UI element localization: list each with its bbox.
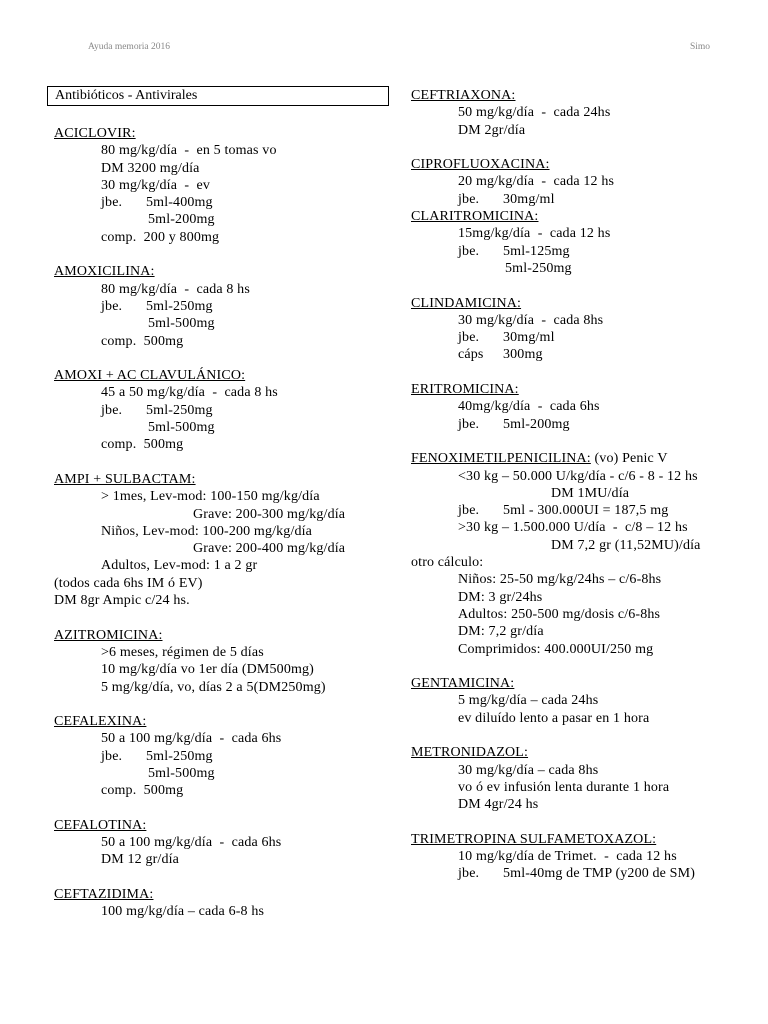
dose-line: DM 4gr/24 hs bbox=[458, 797, 539, 813]
dose-line: Comprimidos: 400.000UI/250 mg bbox=[458, 641, 654, 657]
dose-label: jbe. bbox=[458, 330, 480, 346]
dose-line: >30 kg – 1.500.000 U/día - c/8 – 12 hs bbox=[458, 520, 688, 536]
dose-line: Grave: 200-300 mg/kg/día bbox=[193, 506, 346, 522]
drug-heading bbox=[411, 295, 751, 312]
dose-line bbox=[411, 502, 751, 519]
dose-line: 10 mg/kg/día vo 1er día (DM500mg) bbox=[101, 662, 314, 678]
dose-line bbox=[54, 298, 384, 315]
dose-line: 5 mg/kg/día – cada 24hs bbox=[458, 693, 599, 709]
drug-heading bbox=[54, 471, 384, 488]
blank-line bbox=[411, 727, 751, 744]
blank-line bbox=[54, 696, 384, 713]
dose-line bbox=[54, 194, 384, 211]
drug-name: AMOXICILINA: bbox=[54, 264, 155, 280]
dose-value: 5ml-250mg bbox=[146, 298, 213, 314]
dose-value: 300mg bbox=[503, 347, 543, 363]
blank-line bbox=[411, 658, 751, 675]
dose-value: 5ml-125mg bbox=[503, 243, 570, 259]
header-left: Ayuda memoria 2016 bbox=[88, 42, 170, 52]
drug-heading bbox=[54, 627, 384, 644]
dose-line: 100 mg/kg/día – cada 6-8 hs bbox=[101, 904, 265, 920]
drug-heading bbox=[411, 831, 751, 848]
blank-line bbox=[411, 813, 751, 830]
drug-heading bbox=[411, 675, 751, 692]
drug-name: CLARITROMICINA: bbox=[411, 209, 539, 225]
drug-name: TRIMETROPINA SULFAMETOXAZOL: bbox=[411, 831, 657, 847]
dose-line: DM 12 gr/día bbox=[101, 852, 180, 868]
drug-name: AMOXI + AC CLAVULÁNICO: bbox=[54, 368, 246, 384]
drug-heading bbox=[54, 125, 384, 142]
dose-line: DM: 7,2 gr/día bbox=[458, 624, 544, 640]
dose-line bbox=[411, 865, 751, 882]
dose-line: DM 2gr/día bbox=[458, 122, 526, 138]
drug-name: ERITROMICINA: bbox=[411, 382, 519, 398]
section-title: Antibióticos - Antivirales bbox=[47, 86, 389, 106]
dose-line: Adultos: 250-500 mg/dosis c/6-8hs bbox=[458, 606, 661, 622]
dose-value: 5ml - 300.000UI = 187,5 mg bbox=[503, 503, 669, 519]
drug-name: AMPI + SULBACTAM: bbox=[54, 471, 196, 487]
dose-line: Adultos, Lev-mod: 1 a 2 gr bbox=[101, 558, 258, 574]
dose-line: Niños: 25-50 mg/kg/24hs – c/6-8hs bbox=[458, 572, 662, 588]
dose-line: DM 3200 mg/día bbox=[101, 160, 200, 176]
dose-label: jbe. bbox=[101, 748, 123, 764]
dose-line bbox=[54, 748, 384, 765]
blank-line bbox=[54, 246, 384, 263]
dose-value: 5ml-250mg bbox=[146, 748, 213, 764]
dose-line: DM 7,2 gr (11,52MU)/día bbox=[551, 537, 701, 553]
left-column bbox=[54, 125, 384, 921]
dose-line: comp. 200 y 800mg bbox=[101, 229, 220, 245]
dose-line: comp. 500mg bbox=[101, 333, 184, 349]
drug-heading bbox=[54, 713, 384, 730]
dose-line bbox=[411, 346, 751, 363]
drug-heading bbox=[411, 87, 751, 104]
dose-line: Grave: 200-400 mg/kg/día bbox=[193, 541, 346, 557]
dose-value: 5ml-250mg bbox=[146, 402, 213, 418]
drug-name: FENOXIMETILPENICILINA: bbox=[411, 451, 591, 467]
drug-name: GENTAMICINA: bbox=[411, 676, 515, 692]
dose-line: comp. 500mg bbox=[101, 783, 184, 799]
header-right: Simo bbox=[690, 42, 711, 52]
drug-heading bbox=[411, 381, 751, 398]
dose-line: 45 a 50 mg/kg/día - cada 8 hs bbox=[101, 385, 278, 401]
blank-line bbox=[54, 454, 384, 471]
dose-line: comp. 500mg bbox=[101, 437, 184, 453]
dose-label: jbe. bbox=[101, 195, 123, 211]
dose-label: jbe. bbox=[101, 298, 123, 314]
dose-label: jbe. bbox=[458, 503, 480, 519]
drug-heading bbox=[54, 263, 384, 280]
drug-name: ACICLOVIR: bbox=[54, 126, 136, 141]
drug-heading bbox=[411, 744, 751, 761]
drug-heading bbox=[54, 367, 384, 384]
blank-line bbox=[54, 350, 384, 367]
drug-heading bbox=[411, 156, 751, 173]
blank-line bbox=[54, 869, 384, 886]
dose-line: 30 mg/kg/día – cada 8hs bbox=[458, 762, 599, 778]
dose-value: 5ml-200mg bbox=[503, 416, 570, 432]
dose-line: 15mg/kg/día - cada 12 hs bbox=[458, 226, 611, 242]
dose-line: 80 mg/kg/día - en 5 tomas vo bbox=[101, 143, 277, 159]
dose-line: <30 kg – 50.000 U/kg/día - c/6 - 8 - 12 hs bbox=[458, 468, 698, 484]
dose-line: > 1mes, Lev-mod: 100-150 mg/kg/día bbox=[101, 489, 320, 505]
blank-line bbox=[411, 433, 751, 450]
dose-line: 5ml-250mg bbox=[505, 260, 572, 276]
right-column bbox=[411, 87, 751, 883]
drug-heading bbox=[54, 817, 384, 834]
dose-line: 80 mg/kg/día - cada 8 hs bbox=[101, 281, 250, 297]
dose-line: DM: 3 gr/24hs bbox=[458, 589, 543, 605]
dose-value: 30mg/ml bbox=[503, 191, 555, 207]
dose-line: 5ml-500mg bbox=[148, 316, 215, 332]
dose-label: jbe. bbox=[101, 402, 123, 418]
dose-line: 5ml-200mg bbox=[148, 212, 215, 228]
dose-label: cáps bbox=[458, 347, 484, 363]
dose-line: 40mg/kg/día - cada 6hs bbox=[458, 399, 600, 415]
dose-line: 20 mg/kg/día - cada 12 hs bbox=[458, 174, 615, 190]
dose-line: DM 8gr Ampic c/24 hs. bbox=[54, 593, 190, 609]
dose-line: 30 mg/kg/día - cada 8hs bbox=[458, 312, 604, 328]
drug-name: CLINDAMICINA: bbox=[411, 295, 522, 311]
dose-value: 30mg/ml bbox=[503, 330, 555, 346]
dose-line: (todos cada 6hs IM ó EV) bbox=[54, 575, 203, 591]
dose-line: 5ml-500mg bbox=[148, 765, 215, 781]
dose-line bbox=[411, 329, 751, 346]
dose-line: DM 1MU/día bbox=[551, 485, 630, 501]
drug-name: CEFTAZIDIMA: bbox=[54, 887, 154, 903]
dose-line: 30 mg/kg/día - ev bbox=[101, 177, 210, 193]
blank-line bbox=[411, 139, 751, 156]
blank-line bbox=[411, 364, 751, 381]
dose-line: vo ó ev infusión lenta durante 1 hora bbox=[458, 779, 670, 795]
blank-line bbox=[411, 277, 751, 294]
drug-heading bbox=[411, 208, 751, 225]
dose-line bbox=[411, 191, 751, 208]
dose-label: jbe. bbox=[458, 866, 480, 882]
drug-name: METRONIDAZOL: bbox=[411, 745, 529, 761]
drug-heading bbox=[54, 886, 384, 903]
dose-value: 5ml-400mg bbox=[146, 195, 213, 211]
dose-line: 50 a 100 mg/kg/día - cada 6hs bbox=[101, 731, 282, 747]
dose-line bbox=[411, 243, 751, 260]
dose-line: >6 meses, régimen de 5 días bbox=[101, 644, 264, 660]
dose-value: 5ml-40mg de TMP (y200 de SM) bbox=[503, 866, 696, 882]
blank-line bbox=[54, 800, 384, 817]
dose-line bbox=[411, 416, 751, 433]
dose-line: 10 mg/kg/día de Trimet. - cada 12 hs bbox=[458, 849, 677, 865]
drug-name: AZITROMICINA: bbox=[54, 627, 163, 643]
dose-label: jbe. bbox=[458, 416, 480, 432]
drug-name: CEFALOTINA: bbox=[54, 817, 147, 833]
drug-name: CEFTRIAXONA: bbox=[411, 88, 516, 103]
blank-line bbox=[54, 609, 384, 626]
drug-heading-suffix: (vo) Penic V bbox=[590, 451, 668, 467]
dose-label: jbe. bbox=[458, 243, 480, 259]
dose-line bbox=[54, 402, 384, 419]
dose-line: ev diluído lento a pasar en 1 hora bbox=[458, 710, 650, 726]
dose-label: jbe. bbox=[458, 191, 480, 207]
dose-line: 5ml-500mg bbox=[148, 420, 215, 436]
dose-line: 50 a 100 mg/kg/día - cada 6hs bbox=[101, 835, 282, 851]
dose-line: otro cálculo: bbox=[411, 555, 484, 571]
drug-name: CEFALEXINA: bbox=[54, 714, 147, 730]
dose-line: 50 mg/kg/día - cada 24hs bbox=[458, 105, 611, 121]
dose-line: 5 mg/kg/día, vo, días 2 a 5(DM250mg) bbox=[101, 679, 326, 695]
dose-line: Niños, Lev-mod: 100-200 mg/kg/día bbox=[101, 523, 313, 539]
drug-heading bbox=[411, 450, 751, 467]
drug-name: CIPROFLUOXACINA: bbox=[411, 157, 550, 173]
